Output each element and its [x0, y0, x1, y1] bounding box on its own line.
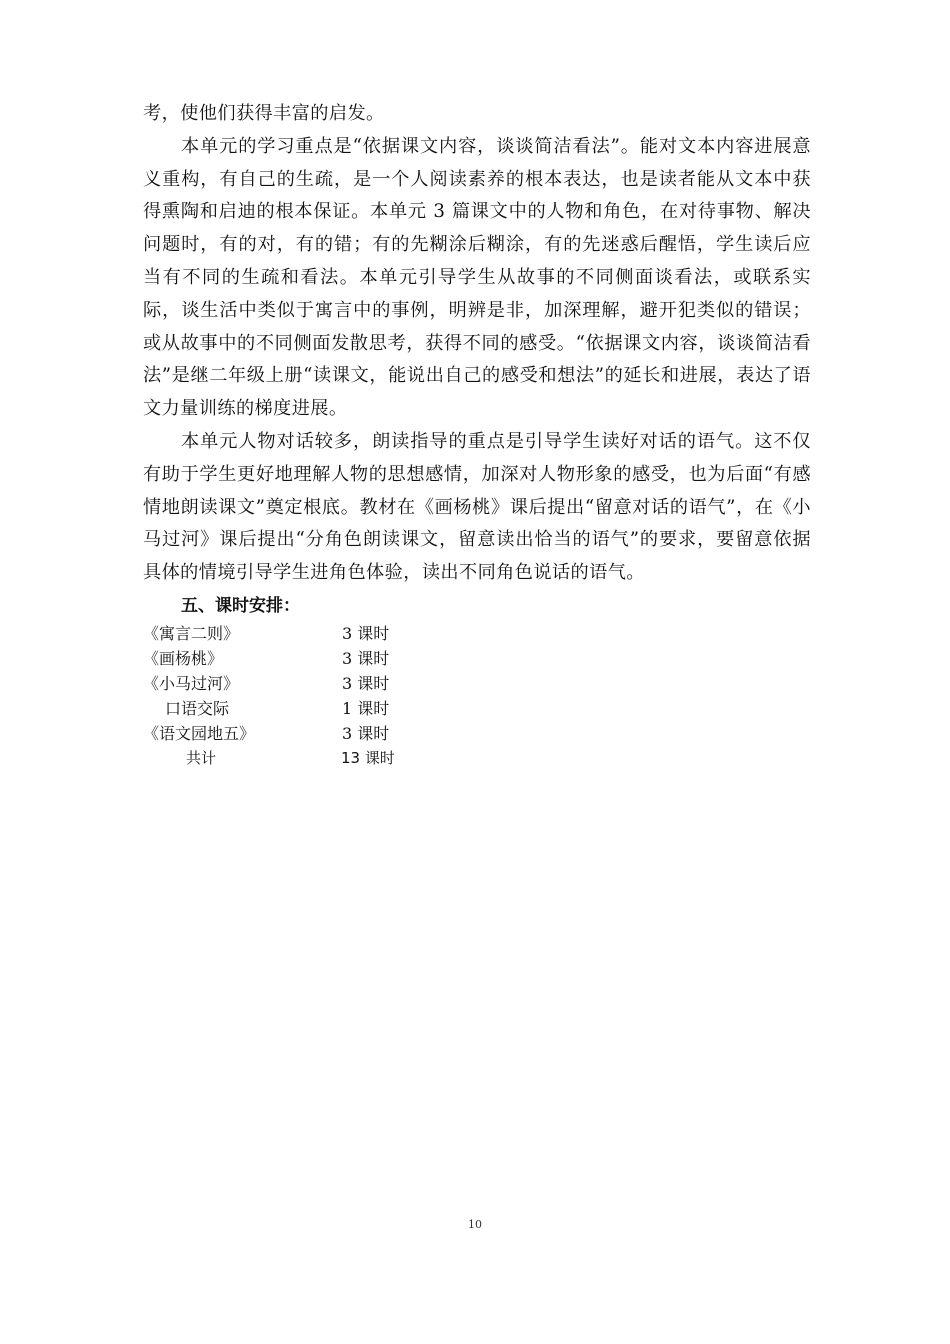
lesson-hours: 3 课时	[342, 723, 390, 743]
schedule-row	[143, 621, 811, 646]
lesson-hours: 3 课时	[342, 673, 390, 693]
schedule-total-row	[143, 746, 811, 771]
section-heading-schedule: 五、课时安排：	[181, 595, 300, 616]
lesson-hours: 3 课时	[342, 623, 390, 643]
total-label: 共计	[186, 748, 217, 767]
page-number: 10	[468, 1218, 482, 1231]
document-body	[143, 98, 811, 771]
schedule-row	[143, 646, 811, 671]
schedule-row	[143, 721, 811, 746]
lesson-name: 《寓言二则》	[143, 623, 240, 643]
lesson-schedule	[143, 621, 811, 771]
lesson-name: 《小马过河》	[143, 673, 240, 693]
lesson-hours: 3 课时	[342, 648, 390, 668]
total-hours: 13 课时	[341, 748, 395, 767]
lesson-name: 《语文园地五》	[143, 723, 256, 743]
lesson-name: 《画杨桃》	[143, 648, 224, 668]
lesson-name: 口语交际	[165, 698, 230, 718]
lesson-hours: 1 课时	[342, 698, 390, 718]
paragraph-learning-focus: 本单元的学习重点是“依据课文内容，谈谈简洁看法”。能对文本内容进展意义重构，有自己的生疏，是一个人阅读素养的根本表达，也是读者能从文本中获得熏陶和启迪的根本保证。本单元 3 篇课文中的人物和角色，在对待事物、解决问题时，有的对，有的错；有的先糊涂后糊涂，有的先迷惑后醒悟，学生读后应当有不同的生疏和看法。本单元引导学生从故事的不同侧面谈看法，或联系实际，谈生活中类似于寓言中的事例，明辨是非，加深理解，避开犯类似的错误；或从故事中的不同侧面发散思考，获得不同的感受。“依据课文内容，谈谈简洁看法”是继二年级上册“读课文，能说出自己的感受和想法”的延长和进展，表达了语文力量训练的梯度进展。	[143, 135, 811, 420]
schedule-row	[143, 671, 811, 696]
paragraph-continuation: 考，使他们获得丰富的启发。	[143, 103, 385, 124]
schedule-row	[143, 696, 811, 721]
paragraph-reading-guidance: 本单元人物对话较多，朗读指导的重点是引导学生读好对话的语气。这不仅有助于学生更好地理解人物的思想感情，加深对人物形象的感受，也为后面“有感情地朗读课文”奠定根底。教材在《画杨桃》课后提出“留意对话的语气”，在《小马过河》课后提出“分角色朗读课文，留意读出恰当的语气”的要求，要留意依据具体的情境引导学生进角色体验，读出不同角色说话的语气。	[143, 430, 811, 584]
